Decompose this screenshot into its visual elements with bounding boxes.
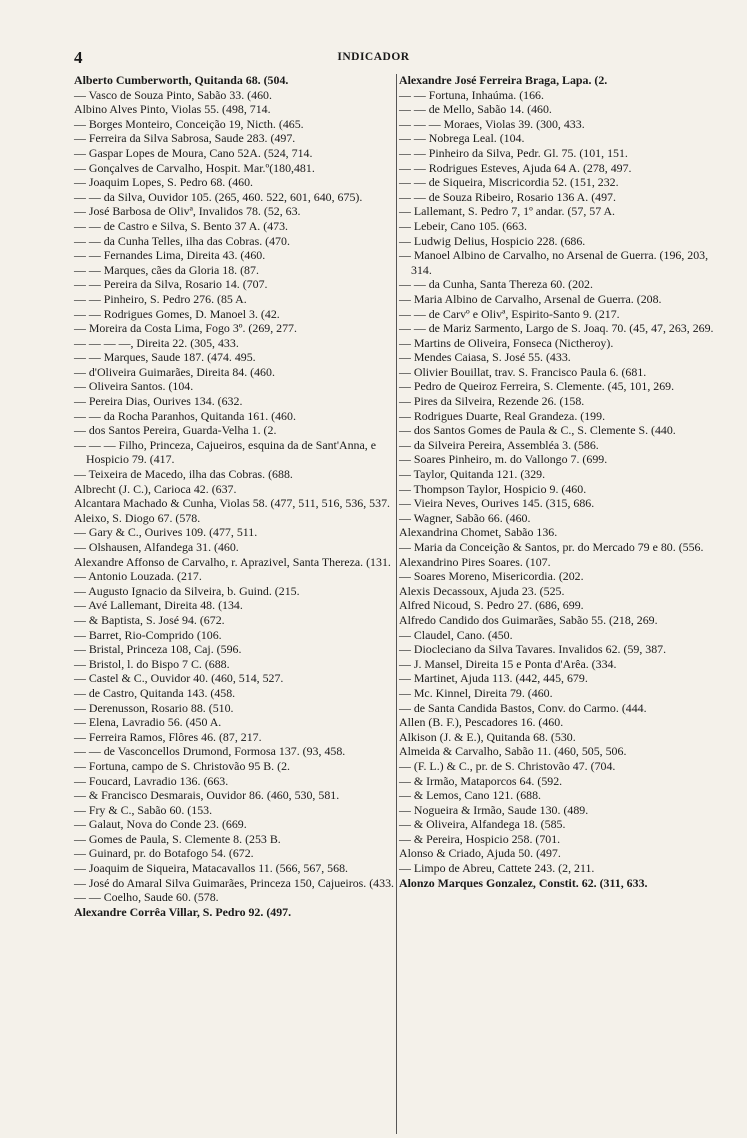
- directory-entry: — Augusto Ignacio da Silveira, b. Guind. (215.: [74, 583, 300, 598]
- directory-entry: — dos Santos Pereira, Guarda-Velha 1. (2.: [74, 423, 277, 438]
- directory-entry: — Soares Moreno, Misericordia. (202.: [399, 569, 584, 584]
- directory-entry: — Gomes de Paula, S. Clemente 8. (253 B.: [74, 831, 281, 846]
- directory-entry: Alonso & Criado, Ajuda 50. (497.: [399, 846, 561, 861]
- directory-entry: — Olivier Bouillat, trav. S. Francisco Paula 6. (681.: [399, 364, 647, 379]
- directory-entry: — de Santa Candida Bastos, Conv. do Carmo. (444.: [399, 700, 647, 715]
- directory-entry: — — Nobrega Leal. (104.: [399, 131, 525, 146]
- directory-entry: — Martinet, Ajuda 113. (442, 445, 679.: [399, 671, 588, 686]
- directory-entry: — Claudel, Cano. (450.: [399, 627, 513, 642]
- directory-entry: — Pereira Dias, Ourives 134. (632.: [74, 394, 243, 409]
- directory-entry: — & Lemos, Cano 121. (688.: [399, 788, 542, 803]
- directory-entry: — Rodrigues Duarte, Real Grandeza. (199.: [399, 408, 606, 423]
- directory-entry: — — da Rocha Paranhos, Quitanda 161. (460.: [74, 408, 296, 423]
- directory-entry: — Soares Pinheiro, m. do Vallongo 7. (699.: [399, 452, 608, 467]
- directory-entry: — Moreira da Costa Lima, Fogo 3º. (269, 277.: [74, 321, 297, 336]
- directory-entry: — Maria Albino de Carvalho, Arsenal de Guerra. (208.: [399, 291, 662, 306]
- directory-entry: — Antonio Louzada. (217.: [74, 569, 202, 584]
- directory-entry: — — da Cunha Telles, ilha das Cobras. (470.: [74, 233, 290, 248]
- directory-entry: — Ludwig Delius, Hospicio 228. (686.: [399, 233, 586, 248]
- directory-entry: Alexandrina Chomet, Sabão 136.: [399, 525, 558, 540]
- directory-entry: — Guinard, pr. do Botafogo 54. (672.: [74, 846, 254, 861]
- directory-entry: — Nogueira & Irmão, Saude 130. (489.: [399, 802, 589, 817]
- directory-entry: — & Irmão, Mataporcos 64. (592.: [399, 773, 563, 788]
- directory-entry: — Gonçalves de Carvalho, Hospit. Mar.º(180,481.: [74, 160, 315, 175]
- directory-entry: — — Fernandes Lima, Direita 43. (460.: [74, 248, 266, 263]
- directory-entry: — — — Filho, Princeza, Cajueiros, esquina da de Sant'Anna, e Hospicio 79. (417.: [74, 437, 376, 467]
- directory-entry: — Derenusson, Rosario 88. (510.: [74, 700, 234, 715]
- directory-entry: — Thompson Taylor, Hospicio 9. (460.: [399, 481, 587, 496]
- directory-entry: — — Marques, cães da Gloria 18. (87.: [74, 262, 259, 277]
- directory-entry: — Pedro de Queiroz Ferreira, S. Clemente. (45, 101, 269.: [399, 379, 675, 394]
- directory-entry: — — Coelho, Saude 60. (578.: [74, 890, 219, 905]
- running-title: INDICADOR: [337, 51, 410, 63]
- directory-entry: — — de Mello, Sabão 14. (460.: [399, 102, 552, 117]
- directory-entry: — Wagner, Sabão 66. (460.: [399, 510, 531, 525]
- directory-entry: — Fry & C., Sabão 60. (153.: [74, 802, 213, 817]
- directory-entry: — d'Oliveira Guimarães, Direita 84. (460.: [74, 364, 275, 379]
- directory-entry: Alexandre José Ferreira Braga, Lapa. (2.: [399, 73, 608, 87]
- directory-entry: Alkison (J. & E.), Quitanda 68. (530.: [399, 729, 576, 744]
- directory-entry: — Teixeira de Macedo, ilha das Cobras. (688.: [74, 467, 293, 482]
- directory-entry: — Manoel Albino de Carvalho, no Arsenal de Guerra. (196, 203, 314.: [399, 248, 709, 277]
- directory-entry: — Avé Lallemant, Direita 48. (134.: [74, 598, 243, 613]
- directory-entry: — — — —, Direita 22. (305, 433.: [74, 335, 239, 350]
- directory-entry: — Joaquim de Siqueira, Matacavallos 11. (566, 567, 568.: [74, 861, 348, 876]
- directory-entry: — Lallemant, S. Pedro 7, 1º andar. (57, 57 A.: [399, 204, 616, 219]
- directory-entry: — Elena, Lavradio 56. (450 A.: [74, 715, 222, 730]
- directory-entry: Almeida & Carvalho, Sabão 11. (460, 505, 506.: [399, 744, 627, 759]
- directory-entry: — José do Amaral Silva Guimarães, Princeza 150, Cajueiros. (433.: [74, 875, 394, 890]
- directory-entry: — & Francisco Desmarais, Ouvidor 86. (460, 530, 581.: [74, 788, 340, 803]
- directory-entry: — & Oliveira, Alfandega 18. (585.: [399, 817, 566, 832]
- directory-entry: — — de Mariz Sarmento, Largo de S. Joaq. 70. (45, 47, 263, 269.: [399, 321, 714, 336]
- directory-entry: — Limpo de Abreu, Cattete 243. (2, 211.: [399, 861, 595, 876]
- directory-entry: — Gary & C., Ourives 109. (477, 511.: [74, 525, 258, 540]
- directory-entry: — — Pinheiro da Silva, Pedr. Gl. 75. (101, 151.: [399, 145, 628, 160]
- directory-entry: — Mendes Caiasa, S. José 55. (433.: [399, 350, 571, 365]
- directory-entry: Albrecht (J. C.), Carioca 42. (637.: [74, 481, 237, 496]
- directory-entry: — Castel & C., Ouvidor 40. (460, 514, 527.: [74, 671, 284, 686]
- directory-entry: Alcantara Machado & Cunha, Violas 58. (477, 511, 516, 536, 537.: [74, 496, 390, 511]
- directory-entry: — José Barbosa de Olivª, Invalidos 78. (52, 63.: [74, 204, 301, 219]
- directory-entry: — & Pereira, Hospicio 258. (701.: [399, 831, 561, 846]
- directory-entry: — — de Souza Ribeiro, Rosario 136 A. (497.: [399, 189, 616, 204]
- directory-entry: — — Rodrigues Gomes, D. Manoel 3. (42.: [74, 306, 280, 321]
- directory-entry: Aleixo, S. Diogo 67. (578.: [74, 510, 201, 525]
- directory-entry: — Maria da Conceição & Santos, pr. do Mercado 79 e 80. (556.: [399, 540, 704, 554]
- directory-entry: — Galaut, Nova do Conde 23. (669.: [74, 817, 247, 832]
- directory-entry: — Barret, Rio-Comprido (106.: [74, 627, 222, 642]
- directory-entry: — Gaspar Lopes de Moura, Cano 52A. (524, 714.: [74, 145, 313, 160]
- directory-entry: — Ferreira Ramos, Flôres 46. (87, 217.: [74, 729, 262, 744]
- directory-entry: — Borges Monteiro, Conceição 19, Nicth. (465.: [74, 116, 304, 131]
- directory-entry: — Foucard, Lavradio 136. (663.: [74, 773, 229, 788]
- directory-entry: — Bristal, Princeza 108, Caj. (596.: [74, 642, 242, 657]
- directory-entry: — Ferreira da Silva Sabrosa, Saude 283. (497.: [74, 131, 296, 146]
- directory-entry: — Vasco de Souza Pinto, Sabão 33. (460.: [74, 87, 272, 102]
- directory-entry: Alexis Decassoux, Ajuda 23. (525.: [399, 583, 565, 598]
- page-number: 4: [74, 48, 83, 67]
- page-header: [0, 48, 747, 68]
- directory-entry: — Lebeir, Cano 105. (663.: [399, 218, 527, 233]
- directory-entry: — Fortuna, campo de S. Christovão 95 B. (2.: [74, 758, 290, 773]
- directory-entry: — Oliveira Santos. (104.: [74, 379, 194, 394]
- directory-entry: Alfred Nicoud, S. Pedro 27. (686, 699.: [399, 598, 584, 613]
- directory-entry: Alexandrino Pires Soares. (107.: [399, 554, 551, 569]
- directory-entry: — — de Siqueira, Miscricordia 52. (151, 232.: [399, 175, 619, 190]
- directory-entry: Alexandre Affonso de Carvalho, r. Aprazivel, Santa Thereza. (131.: [74, 554, 391, 569]
- directory-entry: — Bristol, l. do Bispo 7 C. (688.: [74, 656, 230, 671]
- directory-entry: — & Baptista, S. José 94. (672.: [74, 612, 225, 627]
- directory-entry: Allen (B. F.), Pescadores 16. (460.: [399, 715, 564, 730]
- directory-entry: — — Pinheiro, S. Pedro 276. (85 A.: [74, 291, 247, 306]
- directory-entry: — — Fortuna, Inhaúma. (166.: [399, 87, 544, 102]
- directory-entry: — — — Moraes, Violas 39. (300, 433.: [399, 116, 585, 131]
- directory-entry: — — Marques, Saude 187. (474. 495.: [74, 350, 256, 365]
- directory-entry: — — Pereira da Silva, Rosario 14. (707.: [74, 277, 268, 292]
- directory-entry: — Martins de Oliveira, Fonseca (Nictheroy).: [399, 335, 614, 350]
- directory-entry: — J. Mansel, Direita 15 e Ponta d'Arêa. (334.: [399, 656, 617, 671]
- directory-entry: Alberto Cumberworth, Quitanda 68. (504.: [74, 73, 289, 87]
- directory-entry: Albino Alves Pinto, Violas 55. (498, 714.: [74, 102, 271, 117]
- directory-entry: Alfredo Candido dos Guimarães, Sabão 55. (218, 269.: [399, 612, 658, 627]
- directory-entry: — — Rodrigues Esteves, Ajuda 64 A. (278, 497.: [399, 160, 632, 175]
- directory-entry: — de Castro, Quitanda 143. (458.: [74, 685, 236, 700]
- directory-entry: — — da Silva, Ouvidor 105. (265, 460. 522, 601, 640, 675).: [74, 189, 363, 204]
- directory-entry: — Olshausen, Alfandega 31. (460.: [74, 540, 239, 554]
- right-column: [399, 73, 722, 890]
- directory-entry: — da Silveira Pereira, Assembléa 3. (586.: [399, 437, 599, 452]
- directory-entry: — — da Cunha, Santa Thereza 60. (202.: [399, 277, 593, 292]
- directory-entry: — Pires da Silveira, Rezende 26. (158.: [399, 394, 585, 409]
- directory-entry: Alexandre Corrêa Villar, S. Pedro 92. (497.: [74, 904, 292, 919]
- directory-entry: — (F. L.) & C., pr. de S. Christovão 47. (704.: [399, 758, 616, 773]
- column-divider: [396, 74, 397, 1134]
- directory-entry: — Mc. Kinnel, Direita 79. (460.: [399, 685, 553, 700]
- directory-entry: — Taylor, Quitanda 121. (329.: [399, 467, 546, 482]
- directory-entry: Alonzo Marques Gonzalez, Constit. 62. (311, 633.: [399, 875, 648, 890]
- directory-entry: — — de Vasconcellos Drumond, Formosa 137. (93, 458.: [74, 744, 346, 759]
- left-column: [74, 73, 396, 919]
- directory-entry: — Diocleciano da Silva Tavares. Invalidos 62. (59, 387.: [399, 642, 667, 657]
- directory-entry: — Vieira Neves, Ourives 145. (315, 686.: [399, 496, 595, 511]
- directory-entry: — — de Carvº e Olivª, Espirito-Santo 9. (217.: [399, 306, 620, 321]
- directory-entry: — dos Santos Gomes de Paula & C., S. Clemente S. (440.: [399, 423, 676, 438]
- directory-entry: — Joaquim Lopes, S. Pedro 68. (460.: [74, 175, 254, 190]
- directory-entry: — — de Castro e Silva, S. Bento 37 A. (473.: [74, 218, 289, 233]
